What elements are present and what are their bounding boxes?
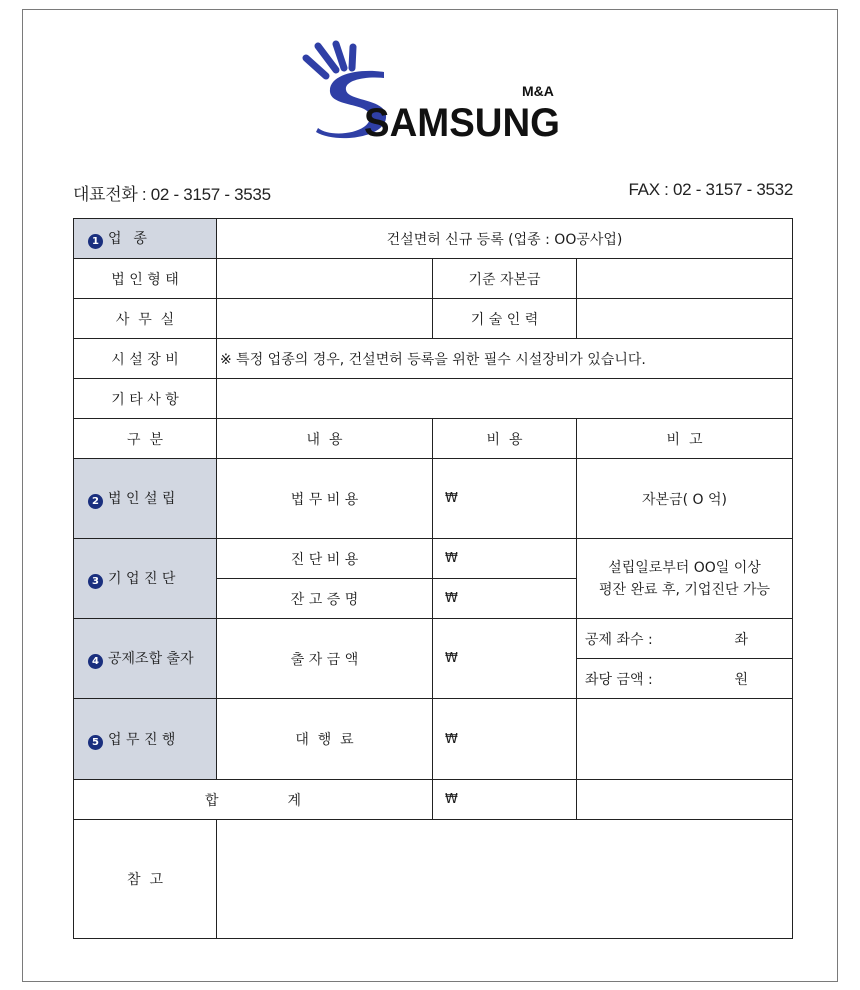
reference-label: 참 고 [74,820,217,939]
etc-value [217,379,793,419]
etc-label: 기 타 사 항 [74,379,217,419]
brand-text: SAMSUNG [364,101,560,140]
union-shares-unit: 좌 [734,631,748,648]
diagnosis-label: 기 업 진 단 [108,571,176,587]
diagnosis-item-1: 진 단 비 용 [217,539,433,579]
number-badge: 5 [88,735,103,750]
total-row [74,780,793,820]
union-label-cell [74,619,217,699]
hand-icon [306,44,353,76]
samsung-ma-logo [300,40,562,140]
union-amount-label: 좌당 금액 : [585,671,653,688]
establish-label: 법 인 설 립 [108,491,176,507]
corp-type-value [217,259,433,299]
establish-label-cell [74,459,217,539]
agency-cost: ₩ [433,699,577,780]
corp-type-label: 법 인 형 태 [74,259,217,299]
office-label: 사 무 실 [74,299,217,339]
total-label: 합 계 [74,780,433,820]
industry-row [74,219,793,259]
agency-item: 대 행 료 [217,699,433,780]
total-cost: ₩ [433,780,577,820]
agency-label: 업 무 진 행 [108,731,176,748]
diagnosis-remark [577,539,793,619]
phone-number: 대표전화 : 02 - 3157 - 3535 [73,185,271,204]
industry-label-cell [74,219,217,259]
header-cost: 비 용 [433,419,577,459]
union-shares-label: 공제 좌수 : [585,631,653,648]
etc-row [74,379,793,419]
diagnosis-remark-line-2: 평잔 완료 후, 기업진단 가능 [598,581,770,598]
union-amount-unit: 원 [734,671,748,688]
number-badge: 3 [88,574,103,589]
total-remark [577,780,793,820]
establish-row [74,459,793,539]
office-value [217,299,433,339]
reference-row [74,820,793,939]
industry-value: 건설면허 신규 등록 (업종 : OO공사업) [217,219,793,259]
diagnosis-label-cell [74,539,217,619]
tech-label: 기 술 인 력 [433,299,577,339]
corp-type-row [74,259,793,299]
capital-value [577,259,793,299]
reference-value [217,820,793,939]
union-label: 공제조합 출자 [108,651,194,667]
establish-remark: 자본금( O 억) [577,459,793,539]
brand-suffix: M&A [522,83,554,99]
union-row-1 [74,619,793,659]
union-item: 출 자 금 액 [217,619,433,699]
tech-value [577,299,793,339]
facility-label: 시 설 장 비 [74,339,217,379]
agency-remark [577,699,793,780]
header-category: 구 분 [74,419,217,459]
industry-label: 업 종 [108,231,148,247]
number-badge: 4 [88,654,103,669]
agency-label-cell [74,699,217,780]
establish-item: 법 무 비 용 [217,459,433,539]
header-remarks: 비 고 [577,419,793,459]
union-amount [577,659,793,699]
union-shares [577,619,793,659]
header-content: 내 용 [217,419,433,459]
diagnosis-item-2: 잔 고 증 명 [217,579,433,619]
establish-cost: ₩ [433,459,577,539]
diagnosis-remark-line-1: 설립일로부터 OO일 이상 [608,559,761,576]
company-info-table [73,218,793,419]
agency-row [74,699,793,780]
diagnosis-cost-2: ₩ [433,579,577,619]
union-cost: ₩ [433,619,577,699]
cost-table [73,418,793,939]
number-badge: 1 [88,234,103,249]
header-row [74,419,793,459]
diagnosis-cost-1: ₩ [433,539,577,579]
facility-row [74,339,793,379]
facility-value: ※ 특정 업종의 경우, 건설면허 등록을 위한 필수 시설장비가 있습니다. [217,339,793,379]
capital-label: 기준 자본금 [433,259,577,299]
diagnosis-row-1 [74,539,793,579]
number-badge: 2 [88,494,103,509]
fax-number: FAX : 02 - 3157 - 3532 [628,180,793,199]
office-row [74,299,793,339]
